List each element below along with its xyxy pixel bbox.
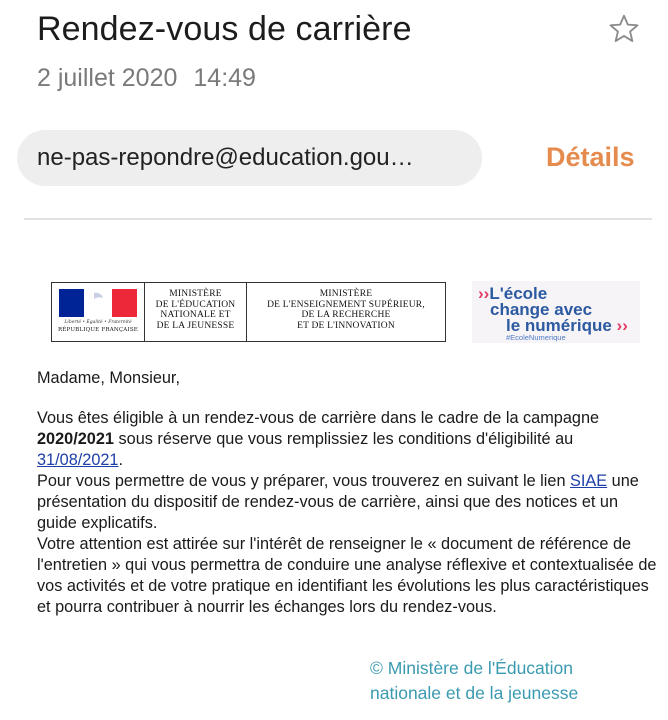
- email-subject: Rendez-vous de carrière: [37, 10, 412, 48]
- email-time: 14:49: [193, 64, 256, 92]
- ministry-higher-education-block: MINISTÈRE DE L'ENSEIGNEMENT SUPÉRIEUR, DE LA RECHERCHE ET DE L'INNOVATION: [267, 289, 425, 331]
- star-outline-icon[interactable]: [606, 12, 642, 46]
- footer-copyright: © Ministère de l'Éducation nationale et de la jeunesse: [370, 658, 579, 703]
- ecole-numerique-logo: ››L'école change avec le numérique ›› #EcoleNumerique: [472, 281, 640, 343]
- paragraph-preparation: Pour vous permettre de vous y préparer, vous trouverez en suivant le lien SIAE une présentation du dispositif de rendez-vous de carrière, ainsi que des notices et un guide explicatifs.: [37, 472, 639, 532]
- email-datetime: [37, 64, 256, 93]
- ecole-hashtag: #EcoleNumerique: [506, 333, 566, 342]
- header-divider: [24, 218, 652, 220]
- paragraph-document: Votre attention est attirée sur l'intérêt de renseigner le « document de référence de l'entretien » qui vous permettra de conduire une analyse réflexive et contextualisée de vos activités et de votre pratique en identifiant les évolutions les plus caractéristiques et pourra contribuer à nourrir les échanges lors du rendez-vous.: [37, 535, 657, 616]
- paragraph-eligibility: Vous êtes éligible à un rendez-vous de carrière dans le cadre de la campagne 2020/2021 sous réserve que vous remplissiez les conditions d'éligibilité au 31/08/2021.: [37, 409, 600, 469]
- republic-logo: [52, 283, 145, 341]
- email-body: [37, 368, 657, 618]
- siae-link[interactable]: SIAE: [570, 472, 608, 490]
- email-date: 2 juillet 2020: [37, 64, 178, 92]
- sender-chip[interactable]: ne-pas-repondre@education.gou…: [17, 130, 482, 186]
- greeting: Madame, Monsieur,: [37, 369, 180, 387]
- details-button[interactable]: Détails: [546, 142, 635, 172]
- marianne-flag-icon: [59, 289, 137, 317]
- republic-name: RÉPUBLIQUE FRANÇAISE: [57, 327, 139, 333]
- republic-motto: Liberté • Égalité • Fraternité: [64, 320, 132, 325]
- ministry-education-block: MINISTÈRE DE L'ÉDUCATION NATIONALE ET DE LA JEUNESSE: [145, 283, 247, 341]
- date-link[interactable]: 31/08/2021: [37, 451, 119, 469]
- ministry-banner: [51, 282, 446, 342]
